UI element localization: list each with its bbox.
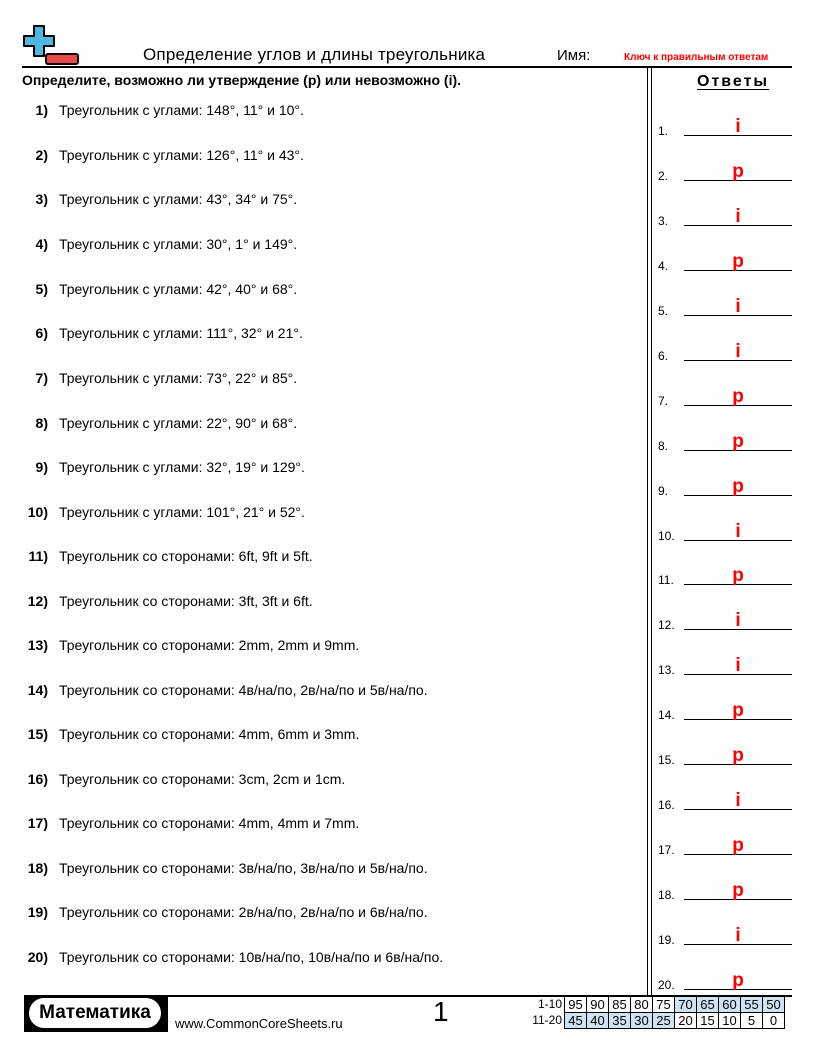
question-number: 2) <box>35 147 48 163</box>
score-cell: 70 <box>675 997 697 1013</box>
question-number: 16) <box>27 771 48 787</box>
score-table <box>564 996 785 1029</box>
score-row-labels <box>520 996 562 1028</box>
answer-number: 1. <box>658 124 669 138</box>
answer-number: 19. <box>658 933 675 947</box>
answer-value[interactable]: p <box>732 835 744 856</box>
question-text: Треугольник со сторонами: 10в/на/по, 10в/на/по и 6в/на/по. <box>59 949 444 965</box>
score-cell: 75 <box>653 997 675 1013</box>
score-cell: 0 <box>763 1013 785 1029</box>
answer-value[interactable]: i <box>735 341 741 362</box>
score-row <box>565 997 785 1013</box>
score-cell: 5 <box>741 1013 763 1029</box>
question-text: Треугольник со сторонами: 6ft, 9ft и 5ft. <box>59 548 313 564</box>
answer-number: 17. <box>658 843 675 857</box>
answer-number: 13. <box>658 663 675 677</box>
question-number: 5) <box>35 281 48 297</box>
page-title: Определение углов и длины треугольника <box>143 45 486 64</box>
score-cell: 35 <box>609 1013 631 1029</box>
question-text: Треугольник с углами: 42°, 40° и 68°. <box>59 281 298 297</box>
answer-number: 4. <box>658 259 669 273</box>
question-text: Треугольник со сторонами: 2в/на/по, 2в/на/по и 6в/на/по. <box>59 904 428 920</box>
score-row-label: 11-20 <box>532 1013 562 1027</box>
question-number: 3) <box>35 191 48 207</box>
answer-item <box>658 339 792 363</box>
answer-value[interactable]: i <box>735 116 741 137</box>
answer-item <box>658 833 792 857</box>
score-cell: 80 <box>631 997 653 1013</box>
score-cell: 60 <box>719 997 741 1013</box>
site-url[interactable]: www.CommonCoreSheets.ru <box>175 1016 343 1031</box>
answer-value[interactable]: i <box>735 521 741 542</box>
question-text: Треугольник с углами: 111°, 32° и 21°. <box>59 325 303 341</box>
brand-badge: Математика <box>29 998 161 1028</box>
answer-value[interactable]: i <box>735 610 741 631</box>
name-label: Имя: <box>557 47 591 64</box>
instructions: Определите, возможно ли утверждение (p) или невозможно (i). <box>22 72 462 88</box>
answer-value[interactable]: i <box>735 296 741 317</box>
answer-number: 14. <box>658 708 675 722</box>
answer-item <box>658 743 792 767</box>
answer-number: 20. <box>658 978 675 992</box>
score-cell: 20 <box>675 1013 697 1029</box>
answer-item <box>658 114 792 138</box>
score-cell: 50 <box>763 997 785 1013</box>
question-number: 13) <box>27 637 48 653</box>
question-text: Треугольник со сторонами: 4mm, 4mm и 7mm. <box>59 815 360 831</box>
answer-item <box>658 159 792 183</box>
score-row-label: 1-10 <box>537 997 562 1011</box>
question-text: Треугольник со сторонами: 2mm, 2mm и 9mm. <box>59 637 360 653</box>
answer-value[interactable]: p <box>732 880 744 901</box>
answer-number: 12. <box>658 618 675 632</box>
question-text: Треугольник с углами: 22°, 90° и 68°. <box>59 415 298 431</box>
score-cell: 85 <box>609 997 631 1013</box>
answer-item <box>658 608 792 632</box>
answer-value[interactable]: p <box>732 700 744 721</box>
question-text: Треугольник с углами: 30°, 1° и 149°. <box>59 236 298 252</box>
column-divider <box>647 68 652 996</box>
answer-item <box>658 653 792 677</box>
question-text: Треугольник со сторонами: 4в/на/по, 2в/на/по и 5в/на/по. <box>59 682 428 698</box>
question-text: Треугольник с углами: 73°, 22° и 85°. <box>59 370 298 386</box>
answer-number: 10. <box>658 529 675 543</box>
answer-item <box>658 294 792 318</box>
question-text: Треугольник с углами: 32°, 19° и 129°. <box>59 459 305 475</box>
question-number: 20) <box>27 949 48 965</box>
question-number: 18) <box>27 860 48 876</box>
question-text: Треугольник с углами: 126°, 11° и 43°. <box>59 147 304 163</box>
question-number: 12) <box>27 593 48 609</box>
score-cell: 10 <box>719 1013 741 1029</box>
answer-number: 8. <box>658 439 669 453</box>
answer-item <box>658 384 792 408</box>
answer-value[interactable]: i <box>735 655 741 676</box>
question-number: 4) <box>35 236 48 252</box>
answer-item <box>658 698 792 722</box>
plus-minus-logo-icon <box>22 24 80 66</box>
answer-item <box>658 429 792 453</box>
answer-value[interactable]: p <box>732 476 744 497</box>
question-number: 11) <box>28 548 48 564</box>
question-number: 14) <box>27 682 48 698</box>
answer-value[interactable]: p <box>732 431 744 452</box>
answer-key-label: Ключ к правильным ответам <box>624 52 769 63</box>
score-cell: 95 <box>565 997 587 1013</box>
question-number: 9) <box>35 459 48 475</box>
answer-number: 16. <box>658 798 675 812</box>
answer-number: 18. <box>658 888 675 902</box>
question-text: Треугольник со сторонами: 3cm, 2cm и 1cm. <box>59 771 346 787</box>
question-number: 7) <box>35 370 48 386</box>
score-cell: 55 <box>741 997 763 1013</box>
answer-value[interactable]: p <box>732 970 744 991</box>
question-number: 10) <box>27 504 48 520</box>
question-text: Треугольник с углами: 148°, 11° и 10°. <box>59 102 304 118</box>
answer-value[interactable]: p <box>732 386 744 407</box>
answer-item <box>658 788 792 812</box>
answer-number: 5. <box>658 304 669 318</box>
answer-item <box>658 563 792 587</box>
question-number: 15) <box>27 726 48 742</box>
question-number: 19) <box>27 904 48 920</box>
question-text: Треугольник с углами: 43°, 34° и 75°. <box>59 191 298 207</box>
score-cell: 45 <box>565 1013 587 1029</box>
question-text: Треугольник со сторонами: 3в/на/по, 3в/на/по и 5в/на/по. <box>59 860 428 876</box>
answer-number: 2. <box>658 169 669 183</box>
score-cell: 25 <box>653 1013 675 1029</box>
answer-value[interactable]: i <box>735 925 741 946</box>
answer-item <box>658 204 792 228</box>
answer-value[interactable]: i <box>735 790 741 811</box>
question-number: 8) <box>35 415 48 431</box>
page-number: 1 <box>433 996 449 1027</box>
answer-value[interactable]: p <box>732 565 744 586</box>
answer-number: 6. <box>658 349 669 363</box>
answer-item <box>658 474 792 498</box>
question-number: 6) <box>35 325 48 341</box>
score-cell: 65 <box>697 997 719 1013</box>
answer-item <box>658 968 792 992</box>
answer-number: 7. <box>658 394 669 408</box>
answer-item <box>658 249 792 273</box>
answer-value[interactable]: p <box>732 161 744 182</box>
answer-value[interactable]: i <box>735 206 741 227</box>
answer-value[interactable]: p <box>732 745 744 766</box>
score-cell: 30 <box>631 1013 653 1029</box>
question-number: 1) <box>35 102 48 118</box>
answers-title: Ответы <box>697 73 770 90</box>
answer-item <box>658 519 792 543</box>
question-text: Треугольник со сторонами: 3ft, 3ft и 6ft. <box>59 593 313 609</box>
score-cell: 90 <box>587 997 609 1013</box>
answer-item <box>658 923 792 947</box>
answer-number: 9. <box>658 484 669 498</box>
score-cell: 40 <box>587 1013 609 1029</box>
question-number: 17) <box>27 815 48 831</box>
answer-number: 3. <box>658 214 669 228</box>
answer-item <box>658 878 792 902</box>
score-cell: 15 <box>697 1013 719 1029</box>
question-text: Треугольник с углами: 101°, 21° и 52°. <box>59 504 305 520</box>
answer-number: 11. <box>658 573 674 587</box>
header-rule <box>22 66 792 68</box>
score-row <box>565 1013 785 1029</box>
answer-number: 15. <box>658 753 675 767</box>
question-text: Треугольник со сторонами: 4mm, 6mm и 3mm. <box>59 726 360 742</box>
answer-value[interactable]: p <box>732 251 744 272</box>
